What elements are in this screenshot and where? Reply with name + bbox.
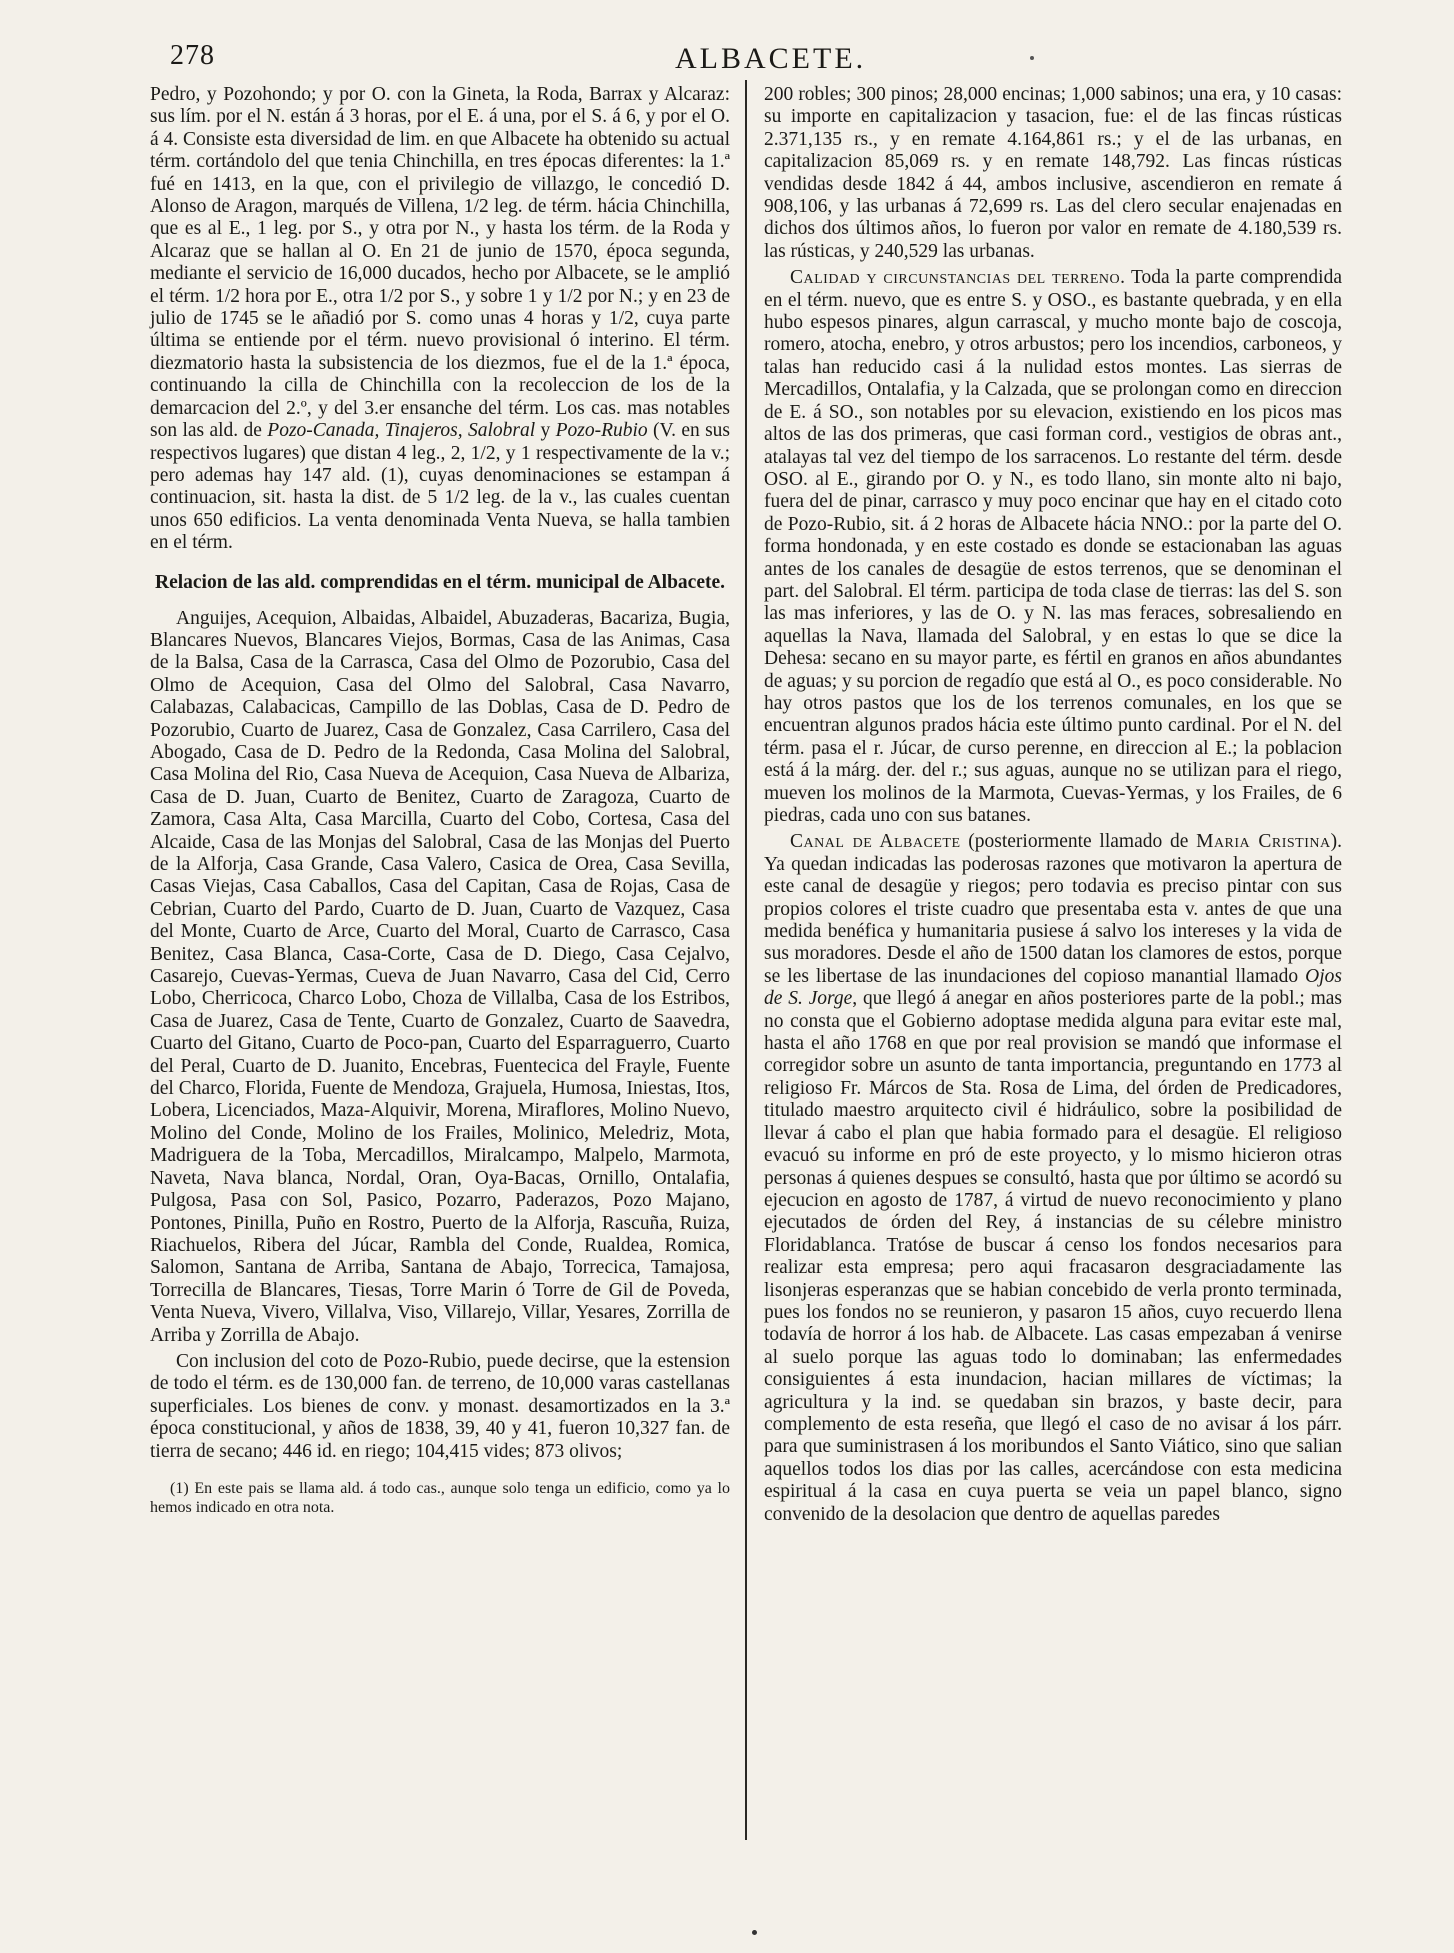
canal-heading: Canal de Albacete	[790, 831, 961, 853]
ojos-name-italic: Ojos de S. Jorge	[764, 965, 1342, 1010]
column-divider	[745, 80, 747, 1840]
right-paragraph-3	[764, 831, 1342, 1526]
hamlet-list: Anguijes, Acequion, Albaidas, Albaidel, Abuzaderas, Bacariza, Bugia, Blancares Nuevos, Blancares Viejos, Bormas, Casa de las Animas, Casa de la Balsa, Casa de la Carrasca, Casa del Olmo de Pozorubio, Casa del Olmo de Acequion, Casa del Olmo del Salobral, Casa Navarro, Calabazas, Calabacicas, Campillo de las Doblas, Casa de D. Pedro de Pozorubio, Cuarto de Juarez, Casa de Gonzalez, Casa Carrilero, Casa del Abogado, Casa de D. Pedro de la Redonda, Casa Molina del Salobral, Casa Molina del Rio, Casa Nueva de Acequion, Casa Nueva de Albariza, Casa de D. Juan, Cuarto de Benitez, Cuarto de Zaragoza, Cuarto de Zamora, Casa Alta, Casa Marcilla, Cuarto del Cobo, Cortesa, Casa del Alcaide, Casa de las Monjas del Salobral, Casa de las Monjas del Puerto de la Alforja, Casa Grande, Casa Valero, Casica de Orea, Casa Sevilla, Casas Viejas, Casa Caballos, Casa del Capitan, Casa de Rojas, Casa de Cebrian, Cuarto del Pardo, Cuarto de D. Juan, Cuarto de Vazquez, Casa del Monte, Cuarto de Arce, Cuarto del Moral, Cuarto de Carrasco, Casa Benitez, Casa Blanca, Casa-Corte, Casa de D. Diego, Casa Cejalvo, Casarejo, Cuevas-Yermas, Cueva de Juan Navarro, Casa del Cid, Cerro Lobo, Cherricoca, Charco Lobo, Choza de Villalba, Casa de los Estribos, Casa de Juarez, Casa de Tente, Cuarto de Gonzalez, Cuarto de Saavedra, Cuarto del Gitano, Cuarto de Poco-pan, Cuarto del Esparraguerro, Cuarto del Peral, Cuarto de D. Juanito, Encebras, Fuentecica del Frayle, Fuente del Charco, Florida, Fuente de Mendoza, Grajuela, Humosa, Iniestas, Itos, Lobera, Licenciados, Maza-Alquivir, Morena, Miraflores, Molino Nuevo, Molino del Conde, Molino de los Frailes, Molinico, Meledriz, Mota, Madriguera de la Toba, Mercadillos, Miralcampo, Malpelo, Marmota, Naveta, Nava blanca, Nordal, Oran, Oya-Bacas, Ornillo, Ontalafia, Pulgosa, Pasa con Sol, Pasico, Pozarro, Paderazos, Pozo Majano, Pontones, Pinilla, Puño en Rostro, Puerto de la Alforja, Rascuña, Ruiza, Riachuelos, Ribera del Júcar, Rambla del Conde, Rualdea, Romica, Salomon, Santana de Arriba, Santana de Abajo, Torrecica, Tamajosa, Torrecilla de Blancares, Tiesas, Torre Marin ó Torre de Gil de Poveda, Venta Nueva, Vivero, Villalva, Viso, Villarejo, Villar, Yesares, Zorrilla de Arriba y Zorrilla de Abajo.	[150, 607, 730, 1346]
and-word: y	[540, 420, 551, 442]
left-paragraph-1-text: Pedro, y Pozohondo; y por O. con la Gineta, la Roda, Barrax y Alcaraz: sus lím. por el N. están á 3 horas, por el E. á una, por el S. á 6, y por el O. á 4. Consiste esta diversidad de lim. en que Albacete ha obtenido su actual térm. cortándolo del que tenia Chinchilla, en tres épocas diferentes: la 1.ª fué en 1413, en la que, con el privilegio de villazgo, le concedió D. Alonso de Aragon, marqués de Villena, 1/2 leg. de térm. hácia Chinchilla, que es al E., 1 leg. por S., y otra por N., y hasta los térm. de la Roda y Alcaraz que se hallan al O. En 21 de junio de 1570, época segunda, mediante el servicio de 16,000 ducados, hecho por Albacete, se le amplió el térm. 1/2 hora por E., otra 1/2 por S., y sobre 1 y 1/2 por N.; y en 23 de julio de 1745 se le añadió por S. como unas 4 horas y 1/2, cuya parte última se entiende por el térm. nuevo provisional ó interino. El térm. diezmatorio hasta la subsistencia de los diezmos, fue el de la 1.ª época, continuando la cilla de Chinchilla con la recoleccion de los de la demarcacion del 2.º, y del 3.er ensanche del térm. Los cas. mas notables son las ald. de	[150, 84, 730, 442]
section-title: Relacion de las ald. comprendidas en el térm. municipal de Albacete.	[155, 571, 725, 593]
page-number: 278	[170, 40, 215, 71]
right-paragraph-2	[764, 267, 1342, 827]
right-paragraph-1: 200 robles; 300 pinos; 28,000 encinas; 1,000 sabinos; una era, y 10 casas: su importe en capitalizacion y tasacion, fue: el de las fincas rústicas 2.371,135 rs., y en remate 4.164,861 rs.; y el de las urbanas, en capitalizacion 85,069 rs. y en remate 148,792. Las fincas rústicas vendidas desde 1842 á 44, ambos inclusive, ascendieron en remate á 908,106, y las urbanas á 72,699 rs. Las del clero secular enajenadas en dichos dos últimos años, lo fueron por valor en remate de 4.180,539 rs. las rústicas, y 240,529 las urbanas.	[764, 84, 1342, 262]
left-paragraph-1	[150, 84, 730, 555]
canal-lead: (posteriormente llamado de	[968, 831, 1189, 853]
canal-name: Maria Cristina	[1196, 831, 1331, 853]
terrain-heading: Calidad y circunstancias del terreno.	[790, 267, 1126, 289]
right-paragraph-2-text: Toda la parte comprendida en el térm. nuevo, que es entre S. y OSO., es bastante quebrada, y en ella hubo espesos pinares, algun carrascal, y mucho monte bajo de coscoja, romero, atocha, enebro, y otros arbustos; pero los incendios, carboneos, y talas han reducido casi á la nulidad estos montes. Las sierras de Mercadillos, Ontalafia, y la Calzada, que se prolongan como en direccion de E. á SO., son notables por su elevacion, existiendo en los picos mas altos de las dos primeras, que casi forman cord., vestigios de obras ant., atalayas tal vez del tiempo de los sarracenos. Lo restante del térm. desde OSO. al E., girando por O. y N., es todo llano, sin monte alto ni bajo, fuera del de pinar, carrasco y muy poco encinar que hay en el citado coto de Pozo-Rubio, sit. á 2 horas de Albacete hácia NNO.: por la parte del O. forma hondonada, y en este costado es donde se estacionaban las aguas antes de los canales de desagüe de estos terrenos, que se denominan el part. del Salobral. El térm. participa de toda clase de tierras: las del S. son las mas inferiores, y las de O. y N. las mas feraces, sobresaliendo en aquellas la Nava, llamada del Salobral, y en estas lo que se dice la Dehesa: secano en su mayor parte, es fértil en granos en años abundantes de aguas; y su porcion de regadío que está al O., es poco considerable. No hay otros pastos que los de los terrenos comunales, en los que se encuentran algunos prados hácia este último punto cardinal. Por el N. del térm. pasa el r. Júcar, de curso perenne, en direccion al E.; la poblacion está á la márg. der. del r.; sus aguas, aunque no se utilizan para el riego, mueven los molinos de la Marmota, Cuevas-Yermas, y los Frailes, de 6 piedras, cada uno con sus batanes.	[764, 267, 1342, 826]
left-paragraph-3: Con inclusion del coto de Pozo-Rubio, puede decirse, que la estension de todo el térm. es de 130,000 fan. de terreno, de 10,000 varas castellanas superficiales. Los bienes de conv. y monast. desamortizados en la 3.ª época constitucional, y años de 1838, 39, 40 y 41, fueron 10,327 fan. de tierra de secano; 446 id. en riego; 104,415 vides; 873 olivos;	[150, 1350, 730, 1462]
left-paragraph-1-end: (V. en sus respectivos lugares) que distan 4 leg., 2, 1/2, y 1 respectivamente de la v.; pero ademas hay 147 ald. (1), cuyas denominaciones se estampan á continuacion, sit. hasta la dist. de 5 1/2 leg. de la v., las cuales cuentan unos 650 edificios. La venta denominada Venta Nueva, se halla tambien en el térm.	[150, 420, 731, 554]
right-paragraph-3-b: , que llegó á anegar en años posteriores parte de la pobl.; mas no consta que el Gobierno adoptase medida alguna para evitar este mal, hasta el año 1768 en que por real provision se mandó que informase el corregidor sobre un asunto de tanta importancia, preguntando en 1773 al religioso Fr. Márcos de Sta. Rosa de Lima, del órden de Predicadores, titulado maestro arquitecto civil é hidráulico, sobre la posibilidad de llevar á cabo el plan que habia formado para el desagüe. El religioso evacuó su informe en pró de este proyecto, y lo mismo hicieron otras personas á quienes despues se consultó, hasta que por último se acordó su ejecucion en agosto de 1787, á virtud de nuevo reconocimiento y plano ejecutados de órden del Rey, á instancias de su célebre ministro Floridablanca. Tratóse de buscar á censo los fondos necesarios para realizar esta empresa; pero aqui fracasaron desgraciadamente las lisonjeras esperanzas que se habian concebido de verla pronto terminada, pues los fondos no se reunieron, y pasaron 15 años, cuyo recuerdo llena todavía de horror á los hab. de Albacete. Las casas empezaban á venirse al suelo porque las aguas todo lo dominaban; las enfermedades consiguientes á esta inundacion, hacian millares de víctimas; la agricultura y la ind. se quedaban sin brazos, y baste decir, para complemento de esta reseña, que llegó el caso de no avisar á los párr. para que suministrasen á los moribundos el Santo Viático, sino que salian aquellos todos los dias por las calles, acercándose con esta medicina espiritual á la casa en cuya puerta se veia un papel blanco, signo convenido de la desolacion que dentro de aquellas paredes	[764, 988, 1342, 1525]
place-name-italic: Pozo-Rubio	[555, 420, 648, 442]
print-speck	[1030, 56, 1034, 60]
running-head: ALBACETE.	[675, 42, 867, 75]
right-paragraph-3-a: ). Ya quedan indicadas las poderosas razones que motivaron la apertura de este canal de desagüe y riegos; pero todavia es preciso pintar con sus propios colores el triste cuadro que presentaba esta v. antes de que una medida benéfica y humanitaria pusiese á salvo los intereses y la vida de sus moradores. Desde el año de 1500 datan los clamores de estos, porque se les libertase de las inundaciones del copioso manantial llamado	[764, 831, 1342, 987]
left-column	[150, 84, 730, 1517]
footnote: (1) En este pais se llama ald. á todo cas., aunque solo tenga un edificio, como ya lo hemos indicado en otra nota.	[150, 1479, 730, 1516]
print-speck-bottom	[752, 1930, 757, 1935]
place-names-italic: Pozo-Canada, Tinajeros, Salobral	[267, 420, 536, 442]
right-column	[764, 84, 1342, 1526]
